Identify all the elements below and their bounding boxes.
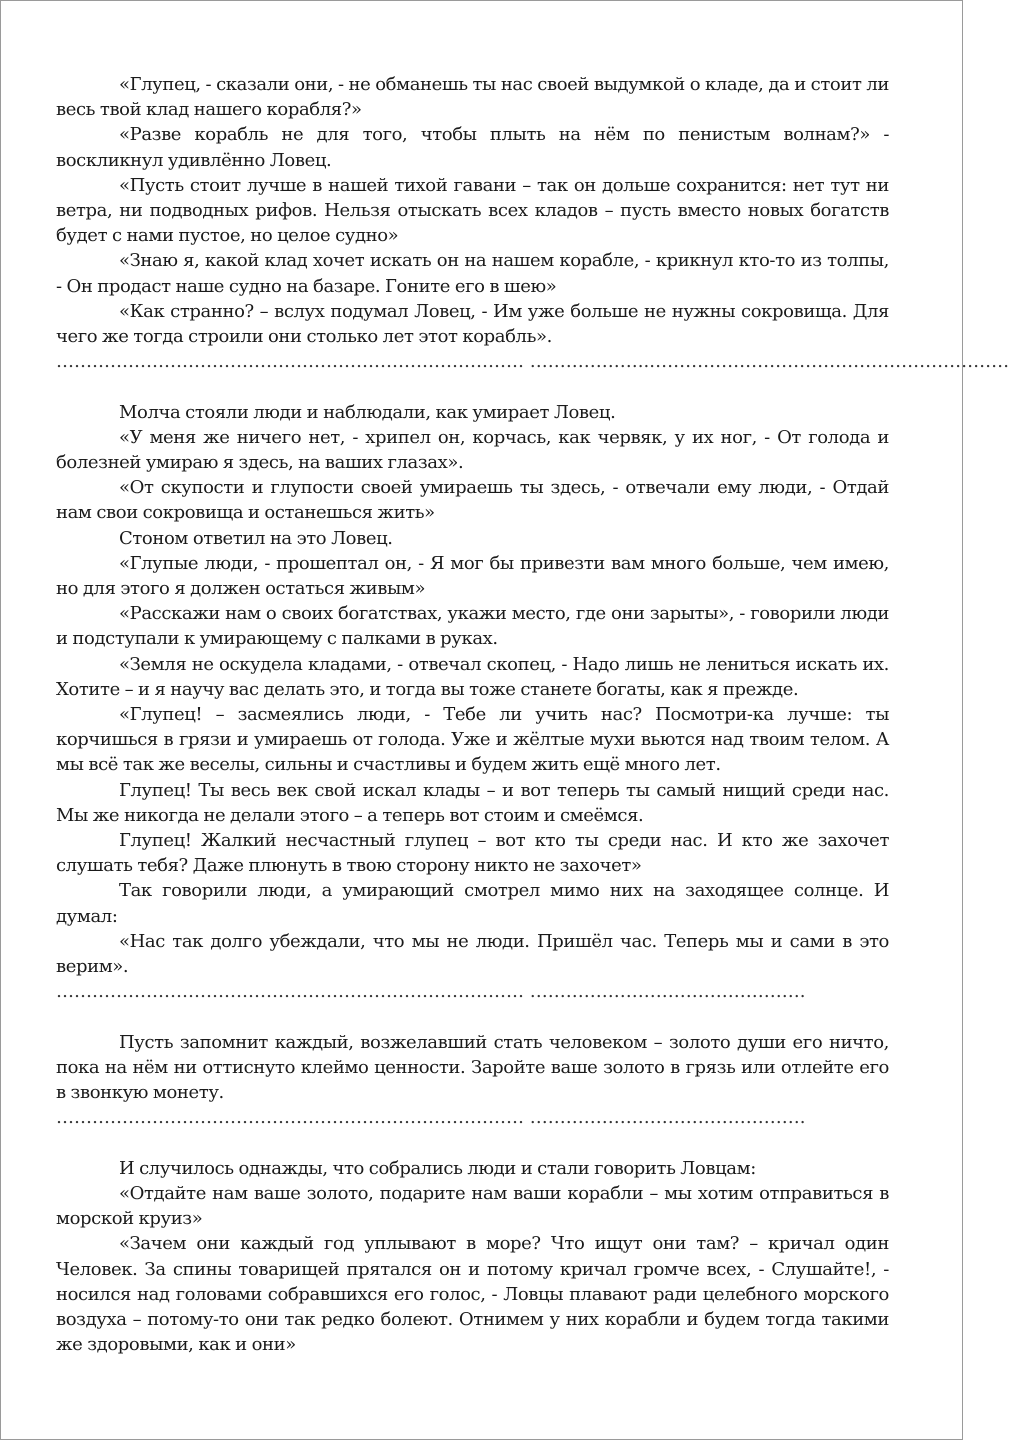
- section-separator: …………………………………………………………………… ……………………………………….: [56, 981, 806, 1003]
- paragraph: «Глупец, - сказали они, - не обманешь ты нас своей выдумкой о кладе, да и стоит ли весь твой клад нашего корабля?»: [56, 74, 889, 121]
- paragraph: «Зачем они каждый год уплывают в море? Что ищут они там? – кричал один Человек. За спины товарищей прятался он и потому кричал громче всех, - Слушайте!, - носился над головами собравшихся его голос, - Ловцы плавают ради целебного морского воздуха – потому-то они так редко болеют. Отнимем у них корабли и будем тогда такими же здоровыми, как и они»: [56, 1233, 889, 1356]
- paragraph: И случилось однажды, что собрались люди и стали говорить Ловцам:: [119, 1157, 756, 1179]
- paragraph: Пусть запомнит каждый, возжелавший стать человеком – золото души его ничто, пока на нём ни оттиснуто клеймо ценности. Заройте ваше золото в грязь или отлейте его в звонкую монету.: [56, 1031, 889, 1104]
- blank-line: [56, 1131, 889, 1156]
- paragraph: «Глупец! – засмеялись люди, - Тебе ли учить нас? Посмотри-ка лучше: ты корчишься в грязи и умираешь от голода. Уже и жёлтые мухи вьются над твоим телом. А мы всё так же веселы, сильны и счастливы и будем жить ещё много лет.: [56, 704, 889, 776]
- paragraph: Так говорили люди, а умирающий смотрел мимо них на заходящее солнце. И думал:: [56, 880, 889, 927]
- paragraph: «Знаю я, какой клад хочет искать он на нашем корабле, - крикнул кто-то из толпы, - Он продаст наше судно на базаре. Гоните его в шею»: [56, 250, 889, 297]
- paragraph: Молча стояли люди и наблюдали, как умирает Ловец.: [119, 401, 616, 423]
- document-body: [56, 72, 1009, 1357]
- paragraph: «Глупые люди, - прошептал он, - Я мог бы привезти вам много больше, чем имею, но для этого я должен остаться живым»: [56, 552, 889, 600]
- paragraph: «Отдайте нам ваше золото, подарите нам ваши корабли – мы хотим отправиться в морской круиз»: [56, 1182, 889, 1230]
- blank-line: [56, 1005, 889, 1030]
- paragraph: «Пусть стоит лучше в нашей тихой гавани – так он дольше сохранится: нет тут ни ветра, ни подводных рифов. Нельзя отыскать всех кладов – пусть вместо новых богатств будет с нами пустое, но целое судно»: [56, 174, 889, 247]
- section-separator: …………………………………………………………………… ……………………………………….: [56, 1107, 806, 1129]
- paragraph: «Земля не оскудела кладами, - отвечал скопец, - Надо лишь не лениться искать их. Хотите – и я научу вас делать это, и тогда вы тоже станете богаты, как я прежде.: [56, 653, 889, 700]
- paragraph: «Разве корабль не для того, чтобы плыть на нём по пенистым волнам?» - воскликнул удивлённо Ловец.: [56, 124, 889, 171]
- paragraph: Глупец! Ты весь век свой искал клады – и вот теперь ты самый нищий среди нас. Мы же никогда не делали этого – а теперь вот стоим и смеёмся.: [56, 779, 889, 826]
- paragraph: «От скупости и глупости своей умираешь ты здесь, - отвечали ему люди, - Отдай нам свои сокровища и останешься жить»: [56, 477, 889, 524]
- paragraph: Стоном ответил на это Ловец.: [119, 527, 393, 549]
- paragraph: «Как странно? – вслух подумал Ловец, - Им уже больше не нужны сокровища. Для чего же тогда строили они столько лет этот корабль».: [56, 300, 889, 348]
- paragraph: Глупец! Жалкий несчастный глупец – вот кто ты среди нас. И кто же захочет слушать тебя? Даже плюнуть в твою сторону никто не захочет»: [56, 830, 889, 877]
- paragraph: «Нас так долго убеждали, что мы не люди. Пришёл час. Теперь мы и сами в это верим».: [56, 930, 889, 978]
- paragraph: «У меня же ничего нет, - хрипел он, корчась, как червяк, у их ног, - От голода и болезней умираю я здесь, на ваших глазах».: [56, 426, 889, 474]
- section-separator: …………………………………………………………………… ………………..……………………………………………………: [56, 351, 1009, 373]
- paragraph: «Расскажи нам о своих богатствах, укажи место, где они зарыты», - говорили люди и подступали к умирающему с палками в руках.: [56, 603, 889, 650]
- blank-line: [56, 374, 889, 399]
